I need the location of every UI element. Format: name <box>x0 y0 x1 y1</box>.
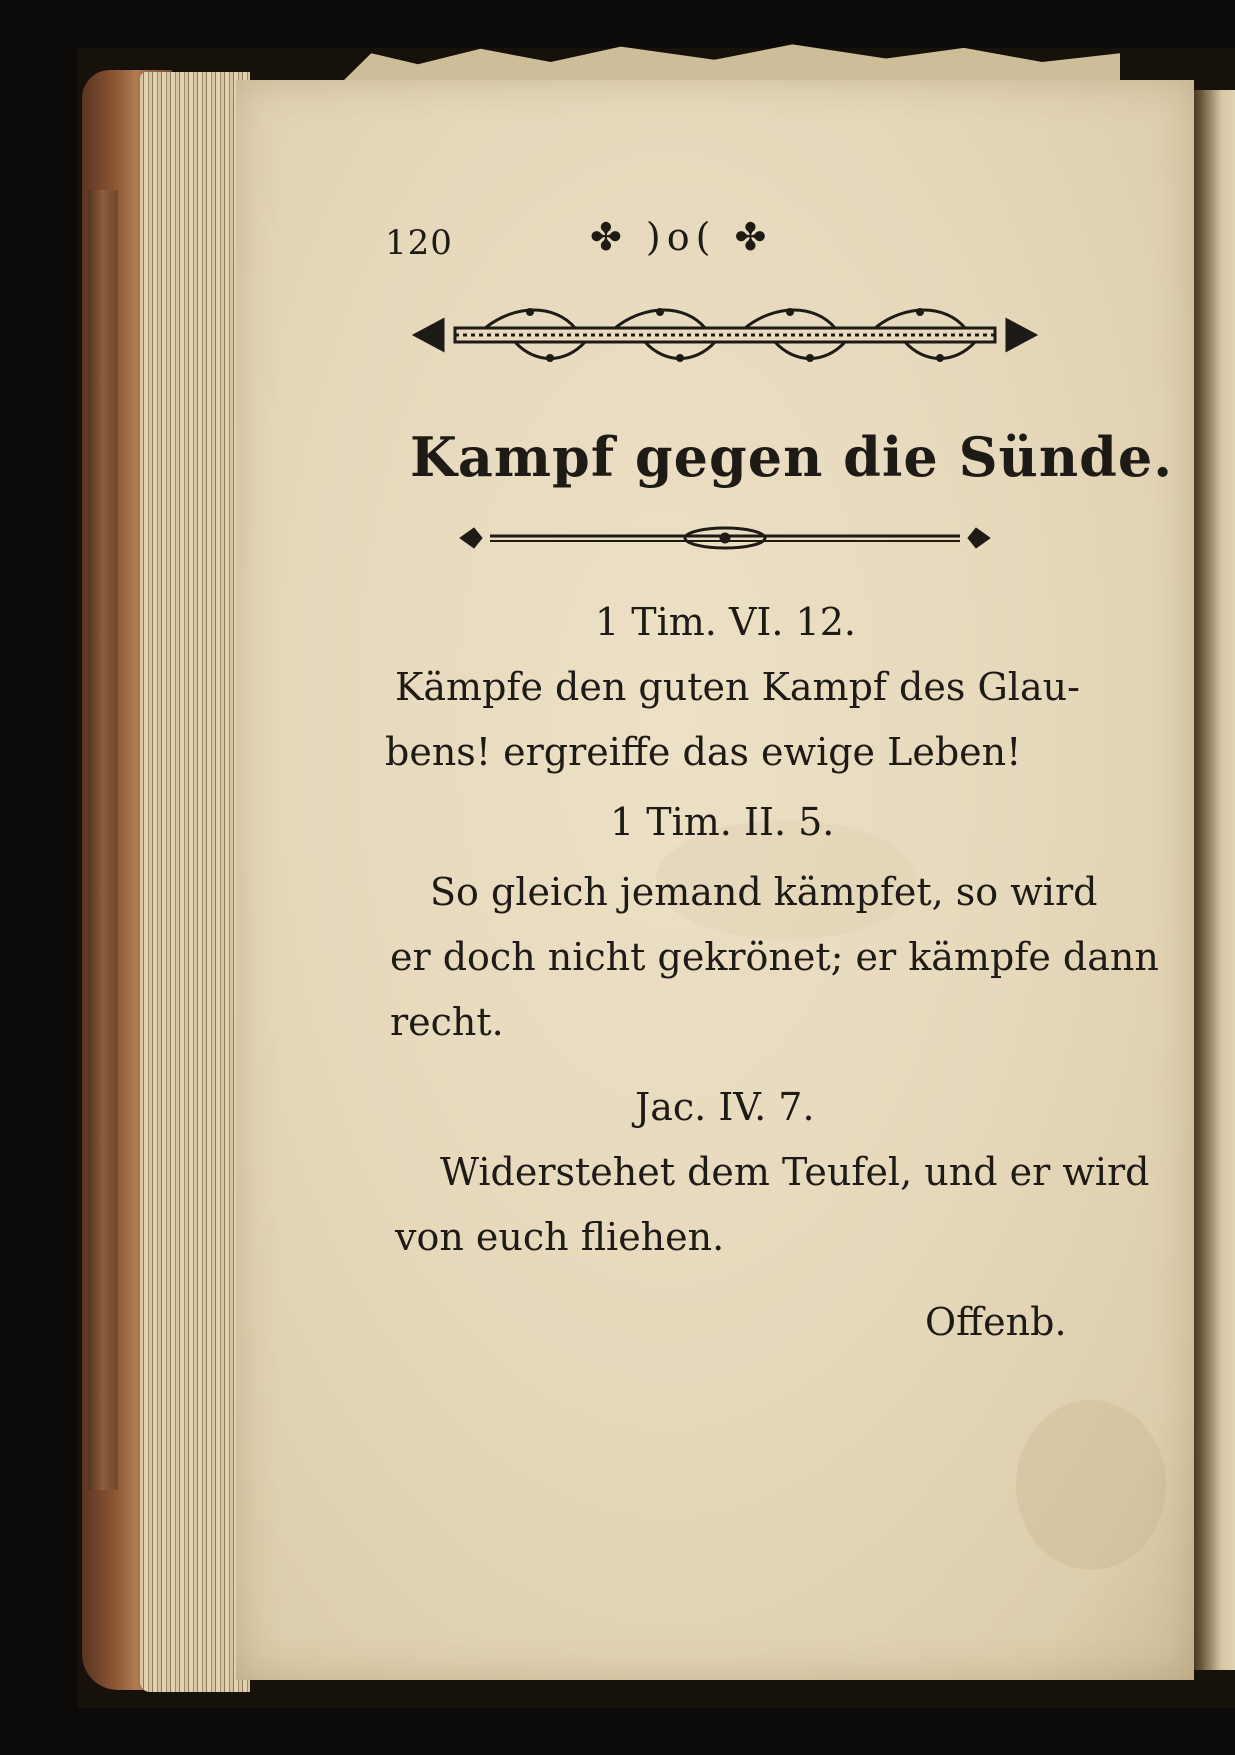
scripture-reference: Jac. IV. 7. <box>635 1085 815 1129</box>
running-head-ornament: ✤ )o( ✤ <box>590 215 773 259</box>
ornamental-band-icon <box>415 300 1035 370</box>
fleuron-rule-icon <box>460 520 990 556</box>
book-gutter <box>1190 90 1235 1670</box>
paper-stain <box>1016 1400 1166 1570</box>
scripture-reference: 1 Tim. VI. 12. <box>595 600 856 644</box>
page-title: Kampf gegen die Sünde. <box>410 425 1173 489</box>
text-line: recht. <box>390 1000 504 1044</box>
catchword: Offenb. <box>925 1300 1067 1344</box>
scripture-reference: 1 Tim. II. 5. <box>610 800 835 844</box>
running-head <box>385 215 855 271</box>
text-line: von euch fliehen. <box>395 1215 725 1259</box>
torn-top-edge <box>340 40 1120 84</box>
text-line: er doch nicht gekrönet; er kämpfe dann <box>390 935 1159 979</box>
text-line: So gleich jemand kämpfet, so wird <box>430 870 1098 914</box>
stacked-page-edges <box>140 72 250 1692</box>
text-line: Kämpfe den guten Kampf des Glau- <box>395 665 1080 709</box>
page-number: 120 <box>385 223 453 263</box>
text-line: Widerstehet dem Teufel, und er wird <box>440 1150 1150 1194</box>
text-line: bens! ergreiffe das ewige Leben! <box>385 730 1022 774</box>
